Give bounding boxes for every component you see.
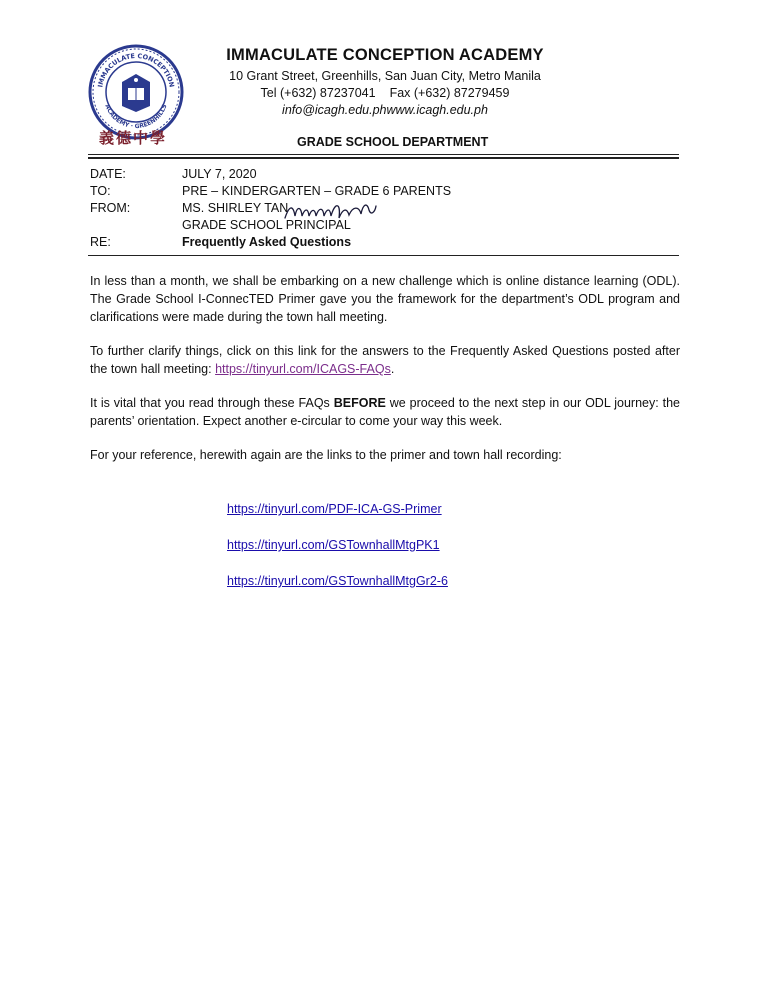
department-title: GRADE SCHOOL DEPARTMENT: [297, 135, 489, 149]
from-label: FROM:: [90, 201, 131, 215]
svg-text:IMMACULATE CONCEPTION: IMMACULATE CONCEPTION: [96, 51, 176, 89]
paragraph-3-bold: BEFORE: [333, 396, 386, 410]
header-divider: [88, 154, 679, 155]
school-address: 10 Grant Street, Greenhills, San Juan City, Metro Manila: [229, 69, 541, 83]
header-divider-thick: [88, 157, 679, 159]
date-label: DATE:: [90, 167, 126, 181]
paragraph-1: In less than a month, we shall be embarking on a new challenge which is online distance learning (ODL). The Grade School I-ConnecTED Primer gave you the framework for the department’s ODL program and clarifications were made during the town hall meeting.: [90, 274, 680, 324]
date-value: JULY 7, 2020: [182, 167, 257, 181]
school-name: IMMACULATE CONCEPTION ACADEMY: [226, 46, 544, 64]
primer-link[interactable]: https://tinyurl.com/PDF-ICA-GS-Primer: [227, 502, 442, 516]
paragraph-3: [90, 394, 680, 430]
memo-body: [90, 272, 680, 480]
to-value: PRE – KINDERGARTEN – GRADE 6 PARENTS: [182, 184, 452, 198]
memo-divider: [88, 255, 679, 256]
paragraph-2-text: To further clarify things, click on this link for the answers to the Frequently Asked Questions posted after the town hall meeting:: [90, 344, 680, 376]
from-value: MS. SHIRLEY TAN: [182, 201, 289, 215]
letterhead: [200, 46, 570, 119]
re-value: Frequently Asked Questions: [182, 235, 352, 249]
email[interactable]: info@icagh.edu.ph: [282, 103, 387, 117]
paragraph-2: [90, 342, 680, 378]
townhall-pk1-link[interactable]: https://tinyurl.com/GSTownhallMtgPK1: [227, 538, 440, 552]
paragraph-2-end: .: [390, 362, 395, 376]
signature: [283, 198, 378, 224]
school-seal-logo: [88, 44, 184, 140]
email-web-line: [200, 102, 570, 119]
telephone: Tel (+632) 87237041: [260, 86, 376, 100]
paragraph-3-b: we proceed to the next step in our ODL journey: the parents’ orientation. Expect another e-circular to come your way this week.: [90, 396, 680, 428]
townhall-gr2-6-link[interactable]: https://tinyurl.com/GSTownhallMtgGr2-6: [227, 574, 448, 588]
fax: Fax (+632) 87279459: [389, 86, 510, 100]
to-label: TO:: [90, 184, 111, 198]
reference-links: [227, 500, 448, 608]
re-label: RE:: [90, 235, 111, 249]
paragraph-3-a: It is vital that you read through these FAQs: [90, 396, 334, 410]
faq-link[interactable]: https://tinyurl.com/ICAGS-FAQs: [215, 362, 391, 376]
svg-text:ACADEMY · GREENHILLS: ACADEMY · GREENHILLS: [103, 103, 169, 131]
chinese-school-name: 義德中學: [99, 129, 168, 147]
contact-line: [200, 85, 570, 102]
paragraph-4: For your reference, herewith again are the links to the primer and town hall recording:: [90, 448, 562, 462]
from-title: GRADE SCHOOL PRINCIPAL: [182, 218, 351, 232]
website[interactable]: www.icagh.edu.ph: [386, 103, 488, 117]
